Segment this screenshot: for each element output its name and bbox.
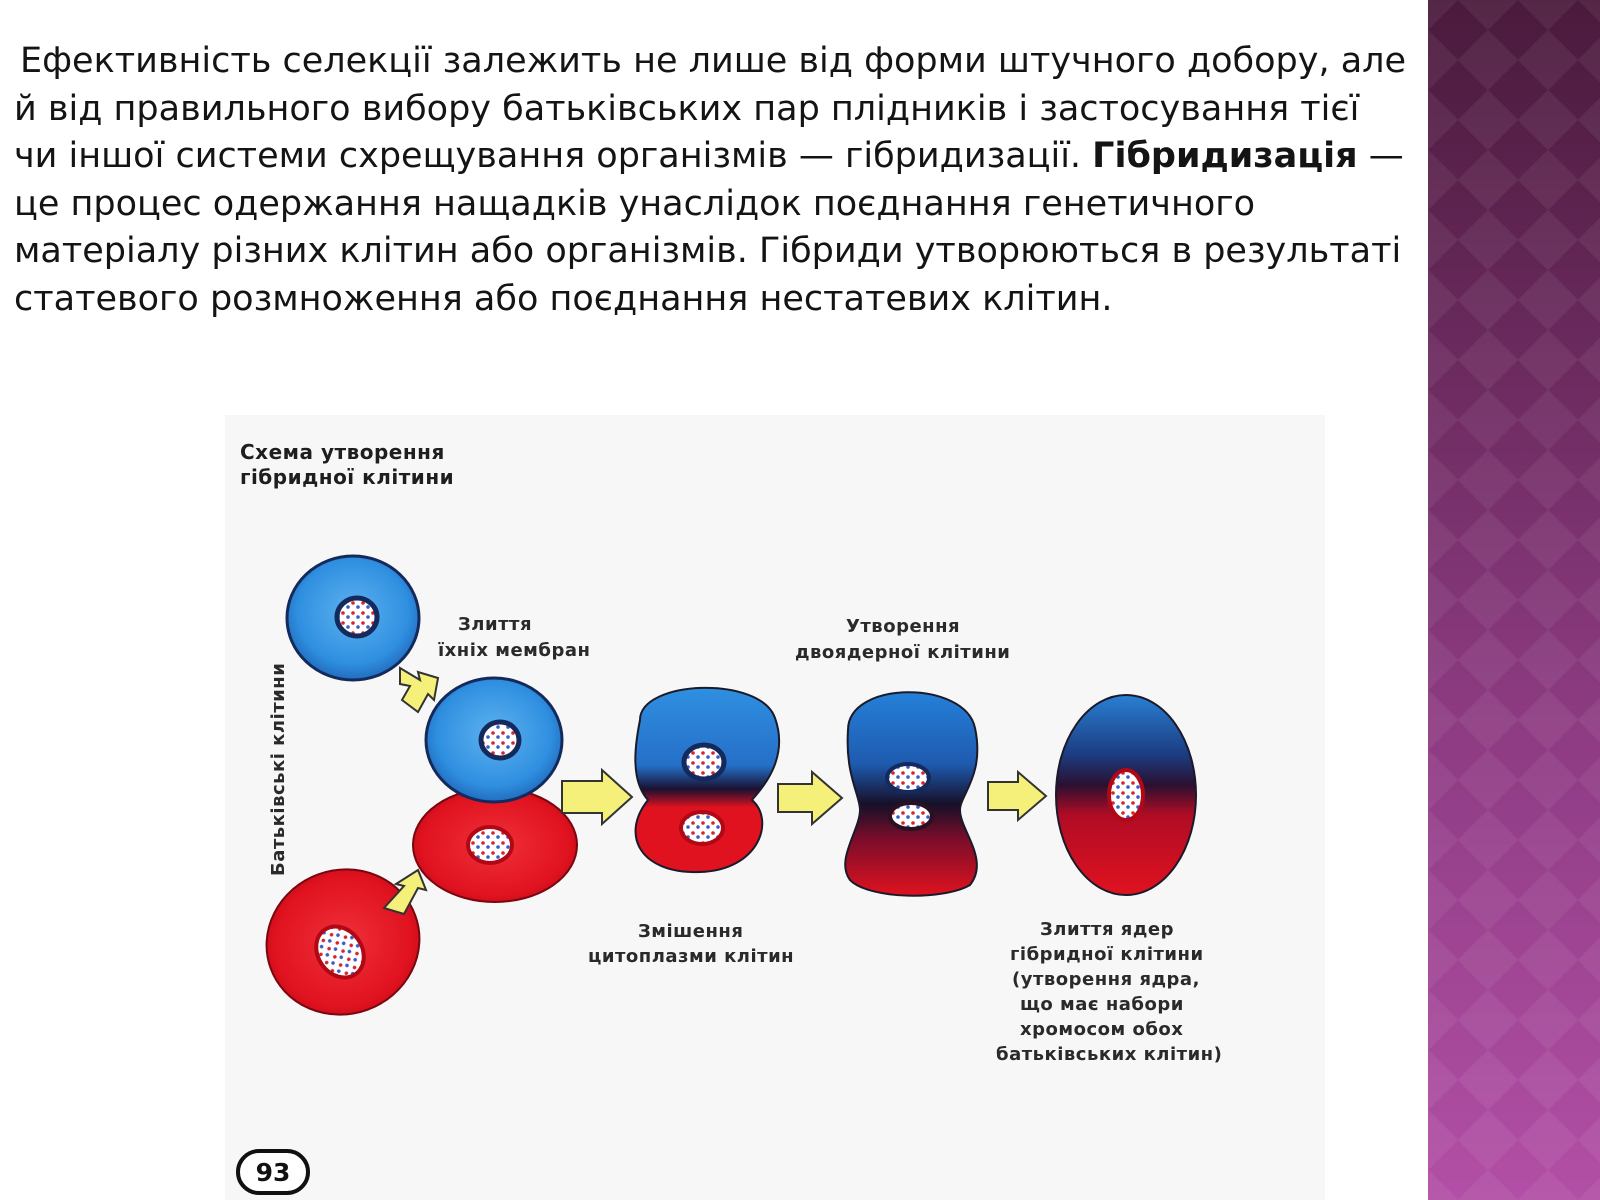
arrow-icon <box>988 772 1046 820</box>
nuclei-fusion-line5: хромосом обох <box>1020 1019 1184 1040</box>
paragraph-text: чи іншої системи схрещування організмів — гібридизації. <box>14 136 1093 176</box>
arrow-icon <box>400 668 438 712</box>
parent-cell-blue <box>287 556 419 680</box>
arrow-icon <box>778 772 842 824</box>
paragraph-line: матеріалу різних клітин або організмів. Гібриди утворюються в результаті <box>14 231 1402 271</box>
paragraph-line: Ефективність селекції залежить не лише від форми штучного добору, але <box>20 41 1407 81</box>
page-number-badge <box>238 1151 308 1193</box>
arrow-icon <box>562 770 632 824</box>
figure-title-line2: гібридної клітини <box>240 465 455 489</box>
nuclei-fusion-line2: гібридної клітини <box>1010 944 1204 965</box>
nuclei-fusion-line4: що має набори <box>1020 994 1184 1015</box>
fusing-cells <box>413 678 577 902</box>
fusion-membranes-line1: Злиття <box>458 614 533 635</box>
binucleate-line2: двоядерної клітини <box>795 642 1011 663</box>
term-hybridization: Гібридизація <box>1092 136 1358 176</box>
parent-cells-label: Батьківські клітини <box>268 662 289 876</box>
paragraph-line: й від правильного вибору батьківських пар плідників і застосування тієї <box>14 88 1360 129</box>
nucleus <box>337 598 377 636</box>
cytoplasm-mixing-line2: цитоплазми клітин <box>588 946 795 967</box>
hybrid-cell <box>1056 695 1196 895</box>
nuclei-fusion-line1: Злиття ядер <box>1040 919 1174 940</box>
binucleate-cell <box>845 692 977 895</box>
fusion-membranes-line2: їхніх мембран <box>438 640 591 661</box>
cytoplasm-mixing-line1: Змішення <box>638 921 744 942</box>
figure-title-line1: Схема утворення <box>240 440 445 464</box>
binucleate-line1: Утворення <box>846 616 961 637</box>
page-number: 93 <box>255 1158 291 1187</box>
paragraph-text: — <box>1357 136 1404 176</box>
paragraph-line: статевого розмноження або поєднання нестатевих клітин. <box>14 278 1113 319</box>
cytoplasm-mixing-cell <box>635 688 779 872</box>
nuclei-fusion-line3: (утворення ядра, <box>1012 969 1200 990</box>
paragraph-line: це процес одержання нащадків унаслідок поєднання генетичного <box>14 183 1256 224</box>
nuclei-fusion-line6: батьківських клітин) <box>996 1044 1223 1065</box>
